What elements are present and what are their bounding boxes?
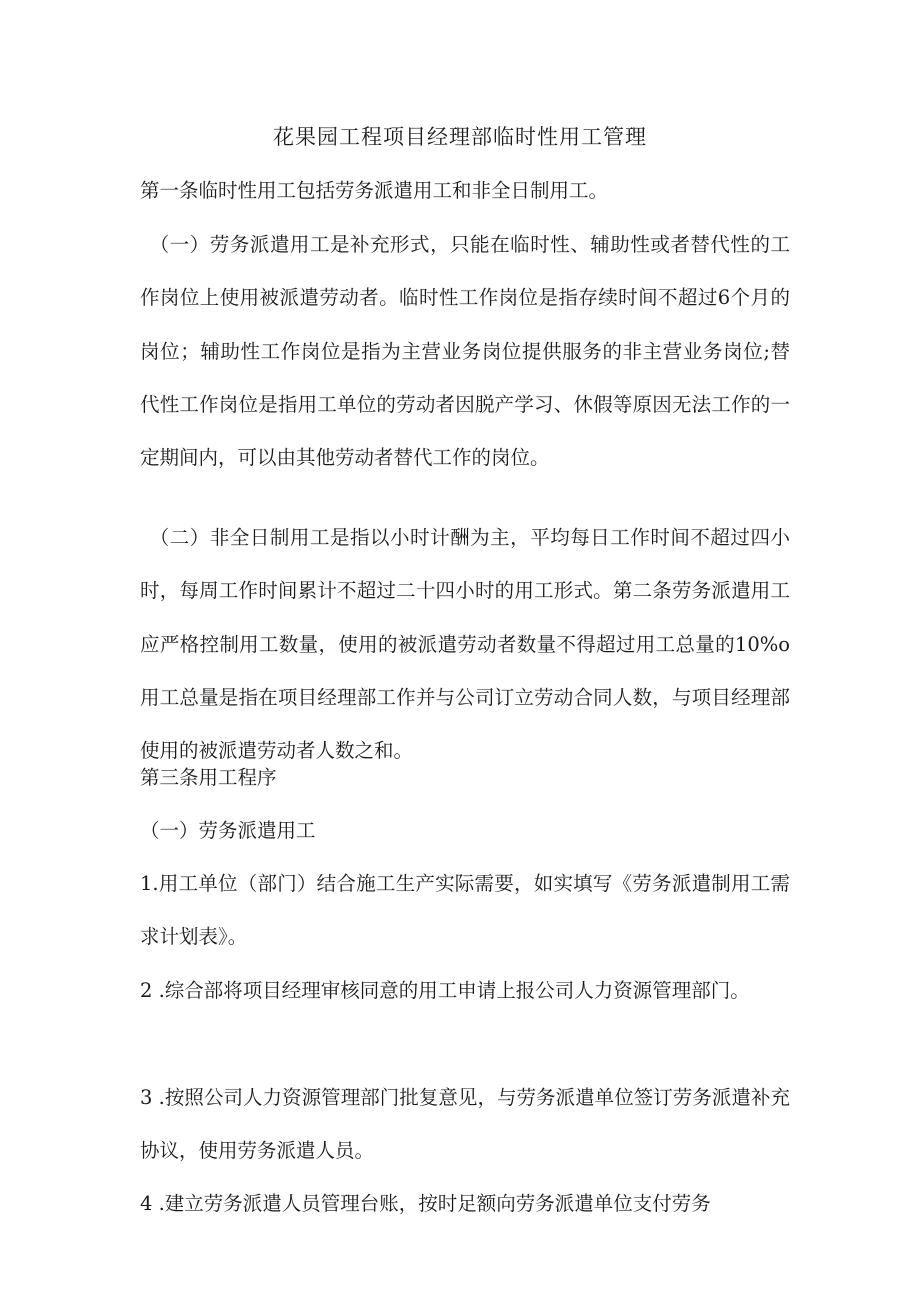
paragraph-dispatch-definition: （一）劳务派遣用工是补充形式，只能在临时性、辅助性或者替代性的工作岗位上使用被派遣劳动者。临时性工作岗位是指存续时间不超过6个月的岗位；辅助性工作岗位是指为主营业务岗位提供服务的非主营业务岗位;替代性工作岗位是指用工单位的劳动者因脱产学习、休假等原因无法工作的一定期间内，可以由其他劳动者替代工作的岗位。	[140, 233, 790, 470]
paragraph-part-time-definition: （二）非全日制用工是指以小时计酬为主，平均每日工作时间不超过四小时，每周工作时间累计不超过二十四小时的用工形式。第二条劳务派遣用工应严格控制用工数量，使用的被派遣劳动者数量不得超过用工总量的10%o用工总量是指在项目经理部工作并与公司订立劳动合同人数，与项目经理部使用的被派遣劳动者人数之和。	[140, 526, 790, 763]
paragraph-step-1: 1.用工单位（部门）结合施工生产实际需要，如实填写《劳务派遣制用工需求计划表》。	[140, 872, 790, 949]
paragraph-article-1: 第一条临时性用工包括劳务派遣用工和非全日制用工。	[140, 179, 609, 202]
document-title: 花果园工程项目经理部临时性用工管理	[273, 125, 647, 149]
paragraph-section-dispatch: （一）劳务派遣用工	[140, 819, 316, 842]
paragraph-article-3: 第三条用工程序	[140, 766, 277, 789]
paragraph-step-3: 3 .按照公司人力资源管理部门批复意见，与劳务派遣单位签订劳务派遣补充协议，使用劳务派遣人员。	[140, 1086, 790, 1163]
paragraph-step-2: 2 .综合部将项目经理审核同意的用工申请上报公司人力资源管理部门。	[140, 979, 750, 1002]
paragraph-step-4: 4 .建立劳务派遣人员管理台账，按时足额向劳务派遣单位支付劳务	[140, 1192, 711, 1215]
